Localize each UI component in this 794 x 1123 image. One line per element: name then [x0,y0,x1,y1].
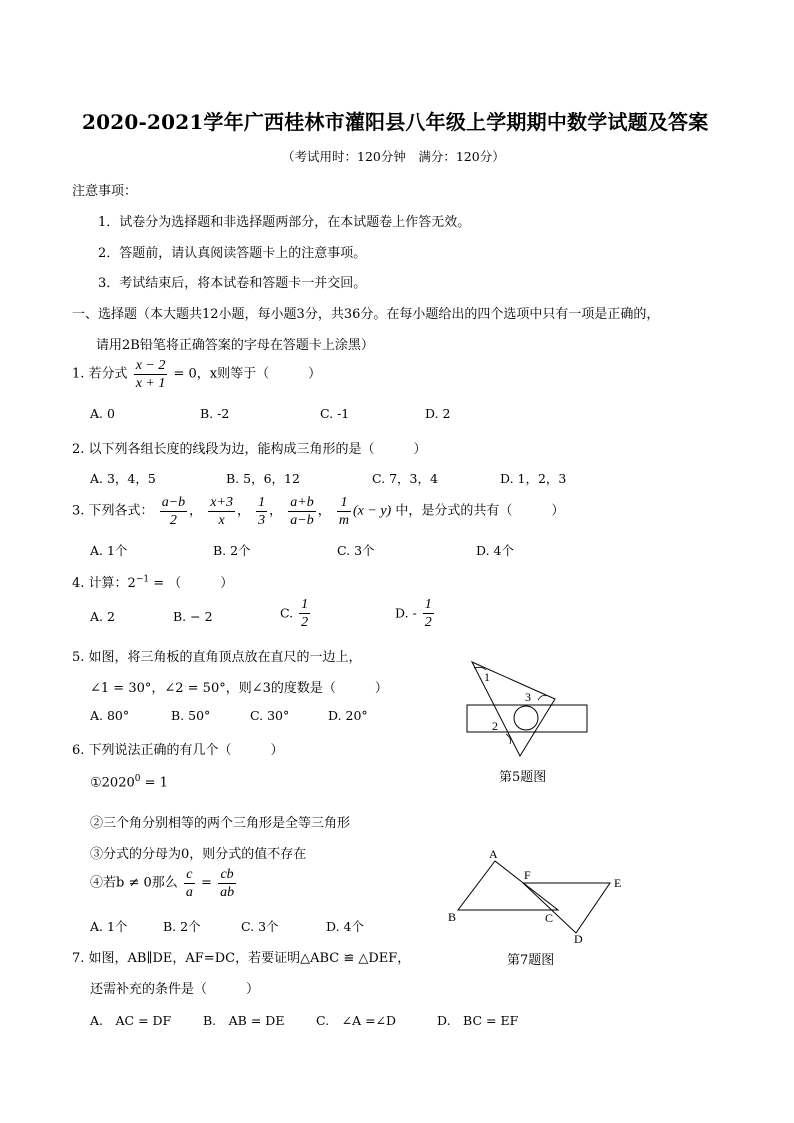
question-5: 5. 如图，将三角板的直角顶点放在直尺的一边上， [72,650,362,665]
point-label-b: B [448,910,457,924]
triangle-def [523,883,610,933]
option-c: C. 3个 [337,543,375,558]
option-d: D. BC = EF [437,1013,519,1028]
notice-item: 3．考试结束后，将本试卷和答题卡一并交回。 [98,276,367,291]
option-d: D. 4个 [476,543,514,558]
notice-item: 1．试卷分为选择题和非选择题两部分，在本试题卷上作答无效。 [98,215,471,230]
section-heading: 一、选择题（本大题共12小题，每小题3分，共36分。在每小题给出的四个选项中只有一项是正确的， [72,307,660,322]
option-c: C. 30° [250,708,290,723]
question-3: 3. 下列各式： $\frac{a-b}{2}$ ， $\frac{x+3}{x}$ ， $\frac{1}{3}$ ， $\frac{a+b}{a-b}$ ， $\frac{1}{m}$ (x − y) 中，是分式的共有（ ） [72,495,565,528]
option-a: A. 1个 [90,919,128,934]
option-a: A. AC = DF [90,1013,172,1028]
point-label-e: E [614,876,622,890]
angle-label-3: 3 [525,690,531,704]
notice-heading: 注意事项： [72,184,138,199]
question-2: 2. 以下列各组长度的线段为边，能构成三角形的是（ ） [72,442,427,457]
option-b: B. 2个 [163,919,201,934]
question-5-line2: ∠1 = 30°，∠2 = 50°，则∠3的度数是（ ） [90,681,388,696]
option-c: C. 7，3，4 [372,471,438,486]
statement-1: $①2020^0 = 1$ [90,774,168,791]
option-d: D. 20° [328,708,368,723]
option-d: D. 1，2，3 [500,471,567,486]
option-c: C. 3个 [241,919,279,934]
figure-5-caption: 第5题图 [499,770,547,785]
point-label-d: D [574,932,583,945]
triangle-abc [458,861,558,910]
figure-7-caption: 第7题图 [507,953,555,968]
option-a: A. 2 [90,609,115,624]
point-label-f: F [524,868,531,882]
option-b: B. 5，6，12 [226,471,300,486]
option-a: A. 1个 [90,543,128,558]
option-b: B. − 2 [173,609,213,624]
option-b: B. 2个 [213,543,251,558]
figure-5 [460,652,595,764]
page-title: 2020-2021学年广西桂林市灌阳县八年级上学期期中数学试题及答案 [82,110,709,134]
point-label-c: C [545,911,554,925]
exam-subtitle: （考试用时：120分钟 满分：120分） [282,149,505,164]
option-b: B. -2 [200,406,230,421]
statement-3: ③分式的分母为0，则分式的值不存在 [90,847,307,862]
option-d: D. 2 [425,406,451,421]
option-b: B. 50° [171,708,211,723]
option-d: D. - $\frac{1}{2}$ [395,597,432,630]
section-heading-cont: 请用2B铅笔将正确答案的字母在答题卡上涂黑） [96,338,374,353]
question-4: 4. 计算：$2^{-1}$ = （ ） [72,574,234,591]
figure-7 [440,845,630,945]
question-1: 1. 若分式 $\frac{x - 2}{x + 1}$ = 0，x则等于（ ） [72,358,322,391]
circle-hole [514,706,538,730]
option-d: D. 4个 [326,919,364,934]
statement-4: ④若b ≠ 0那么 $\frac{c}{a}$ = $\frac{cb}{ab}$ [90,867,235,900]
question-7-line2: 还需补充的条件是（ ） [90,982,260,997]
statement-2: ②三个角分别相等的两个三角形是全等三角形 [90,816,351,831]
ruler [467,705,587,732]
option-c: C. ∠A =∠D [316,1013,397,1028]
angle-label-2: 2 [492,719,498,733]
point-label-a: A [489,847,498,861]
option-c: C. $\frac{1}{2}$ [280,597,309,630]
option-a: A. 0 [90,406,115,421]
question-6: 6. 下列说法正确的有几个（ ） [72,743,284,758]
question-7: 7. 如图，AB∥DE，AF=DC，若要证明△ABC ≌ △DEF， [72,951,411,966]
option-a: A. 3，4，5 [90,471,156,486]
option-c: C. -1 [320,406,350,421]
angle-label-1: 1 [484,670,490,684]
option-a: A. 80° [90,708,130,723]
option-b: B. AB = DE [203,1013,285,1028]
notice-item: 2．答题前，请认真阅读答题卡上的注意事项。 [98,246,367,261]
